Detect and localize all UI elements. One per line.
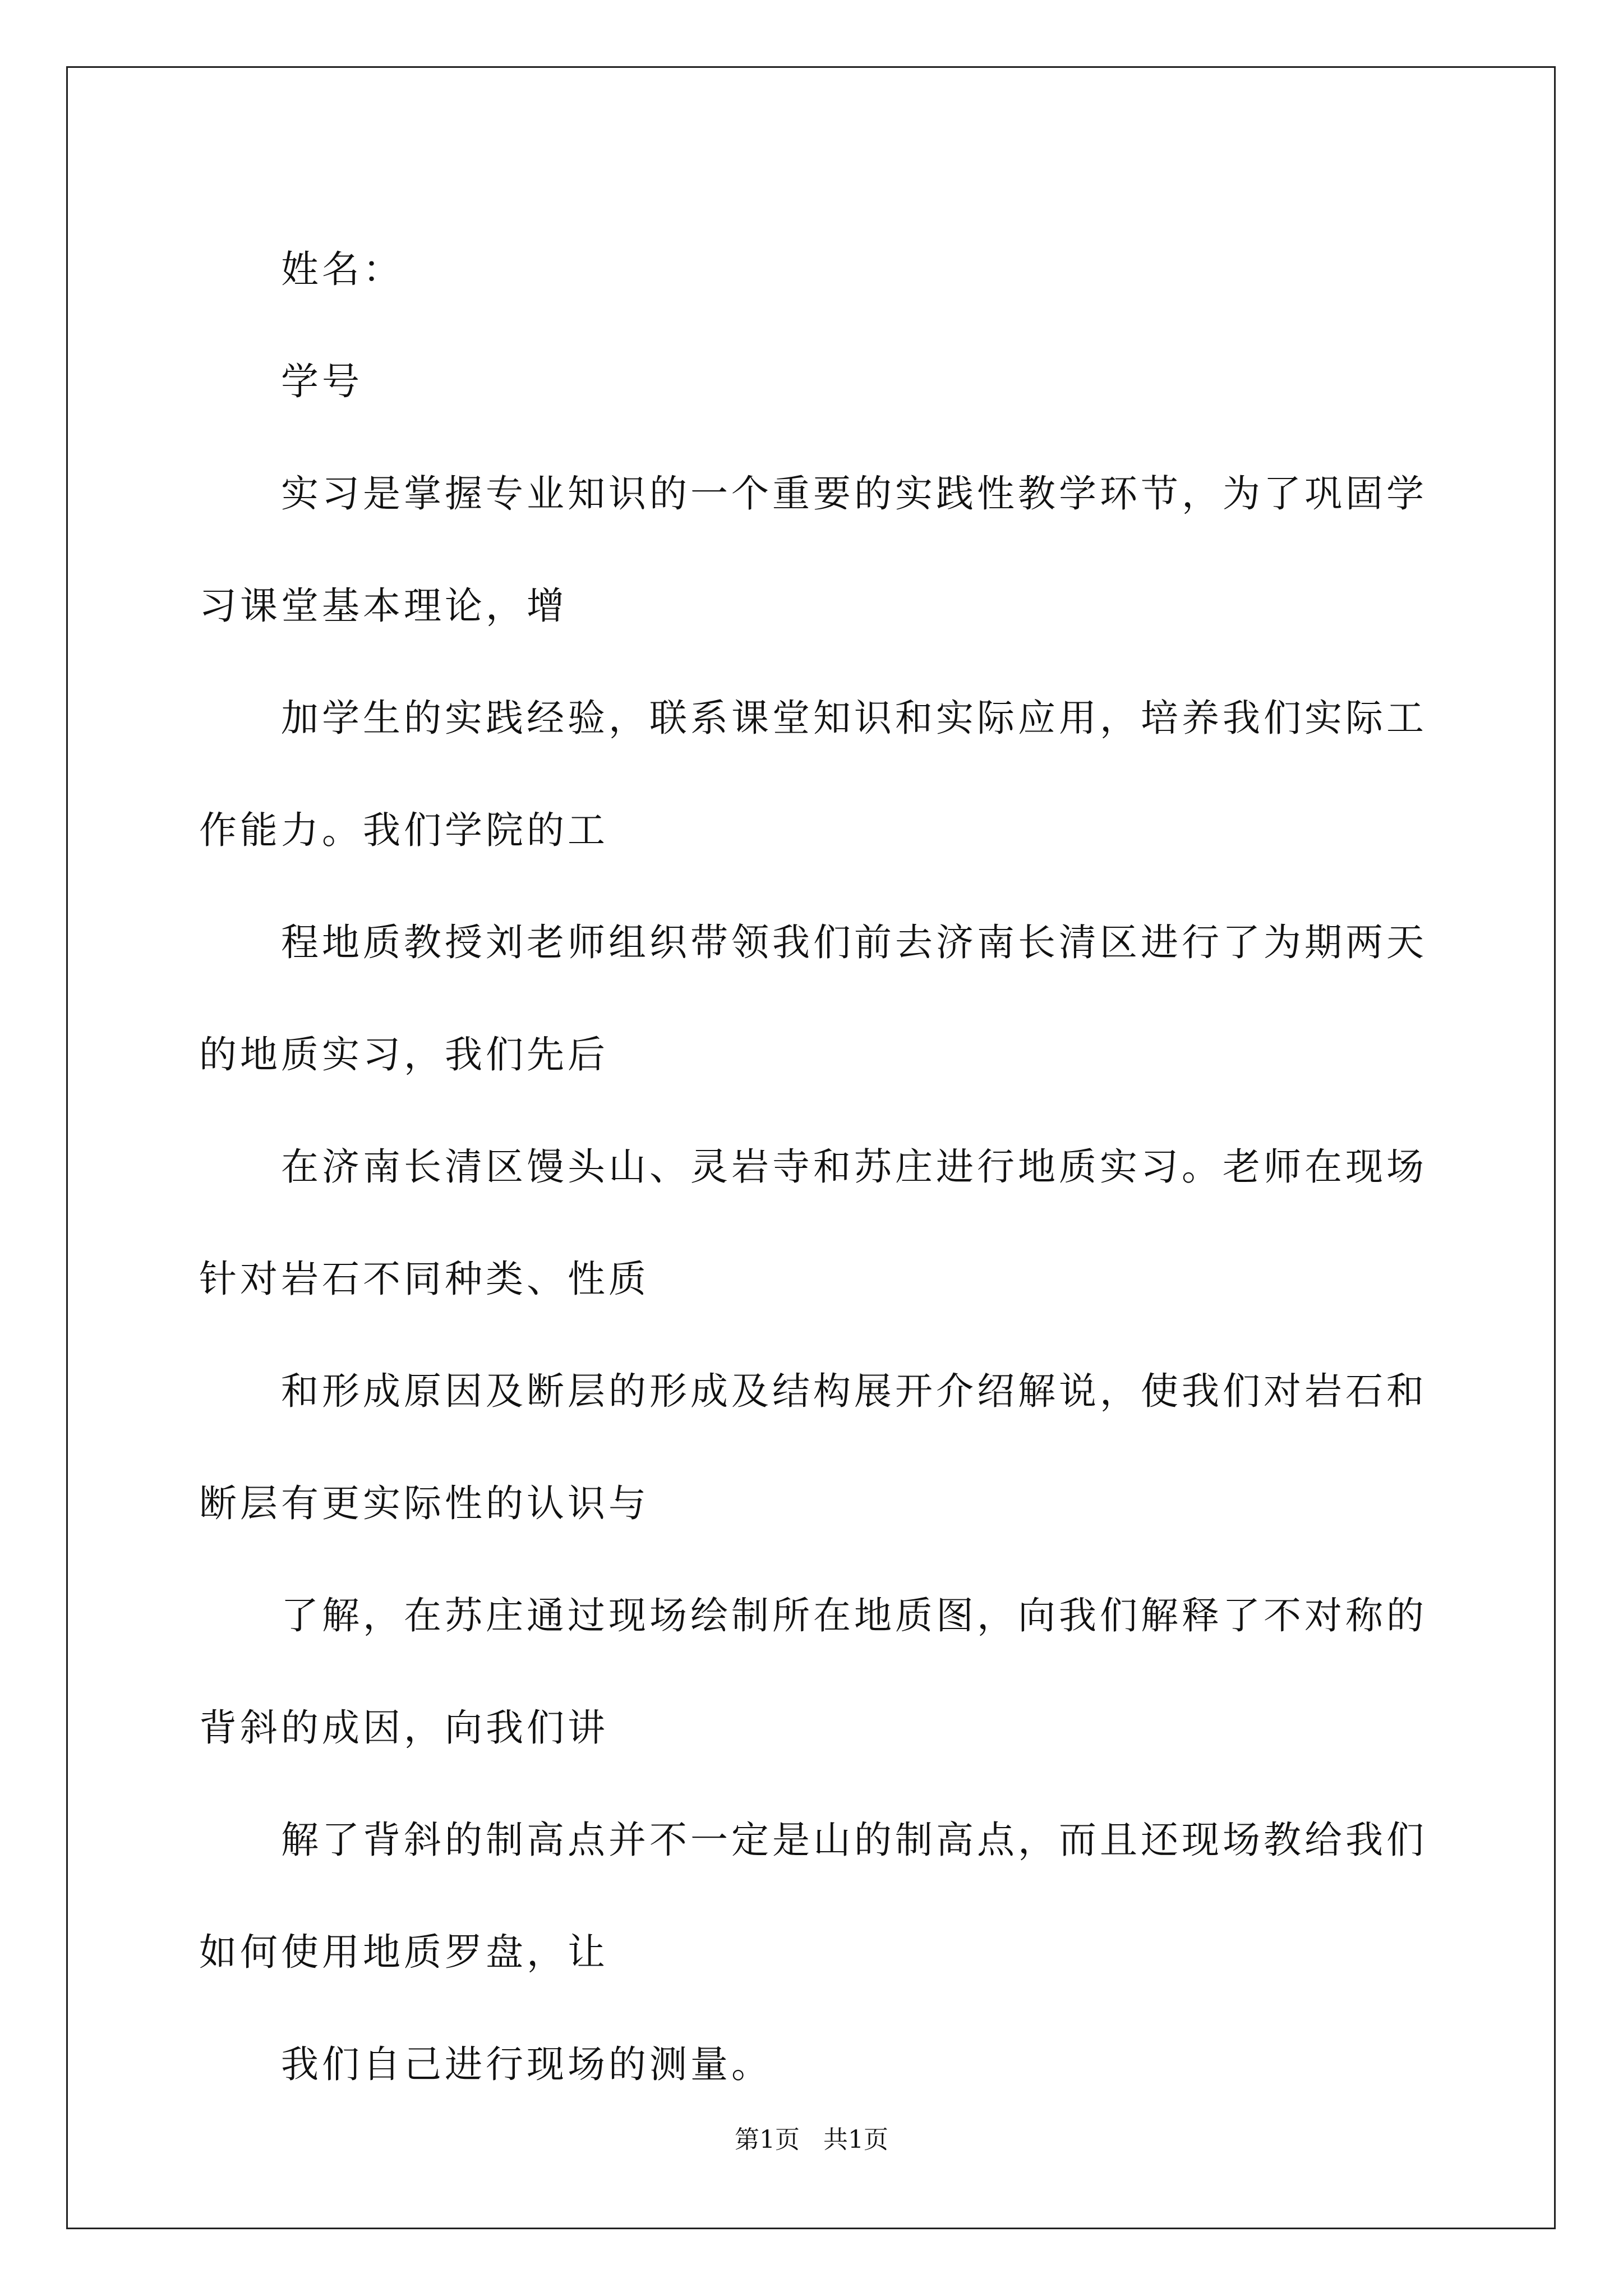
paragraph-line: 实习是掌握专业知识的一个重要的实践性教学环节，为了巩固学: [281, 472, 1427, 516]
paragraph-line: 断层有更实际性的认识与: [199, 1481, 649, 1525]
paragraph-line: 在济南长清区馒头山、灵岩寺和苏庄进行地质实习。老师在现场: [281, 1145, 1427, 1189]
paragraph-line: 背斜的成因，向我们讲: [199, 1706, 608, 1750]
paragraph-line: 了解，在苏庄通过现场绘制所在地质图，向我们解释了不对称的: [281, 1594, 1427, 1637]
paragraph-line: 作能力。我们学院的工: [199, 808, 608, 852]
paragraph-3: [199, 886, 1427, 1111]
student-id-label: 学号: [281, 360, 363, 403]
paragraph-line: 习课堂基本理论，增: [199, 584, 568, 628]
name-field-label: 姓名：: [281, 247, 404, 291]
paragraph-1: [199, 438, 1427, 662]
paragraph-5: [199, 1335, 1427, 1559]
paragraph-line: 和形成原因及断层的形成及结构展开介绍解说，使我们对岩石和: [281, 1369, 1427, 1413]
paragraph-line: 的地质实习，我们先后: [199, 1033, 608, 1076]
paragraph-line: 程地质教授刘老师组织带领我们前去济南长清区进行了为期两天: [281, 921, 1427, 964]
paragraph-line: 我们自己进行现场的测量。: [281, 2042, 772, 2086]
paragraph-6: [199, 1559, 1427, 1784]
paragraph-line: 针对岩石不同种类、性质: [199, 1257, 649, 1301]
paragraph-line: 加学生的实践经验，联系课堂知识和实际应用，培养我们实际工: [281, 696, 1427, 740]
page-number: 第1页: [735, 2125, 800, 2154]
page-total: 共1页: [823, 2125, 888, 2154]
document-body: [199, 213, 1427, 2120]
paragraph-7: [199, 1784, 1427, 2008]
paragraph-4: [199, 1111, 1427, 1335]
page-footer: [0, 2119, 1623, 2155]
paragraph-line: 解了背斜的制高点并不一定是山的制高点，而且还现场教给我们: [281, 1818, 1427, 1862]
paragraph-line: 如何使用地质罗盘，让: [199, 1930, 608, 1974]
paragraph-2: [199, 662, 1427, 886]
paragraph-8: [199, 2008, 1427, 2120]
